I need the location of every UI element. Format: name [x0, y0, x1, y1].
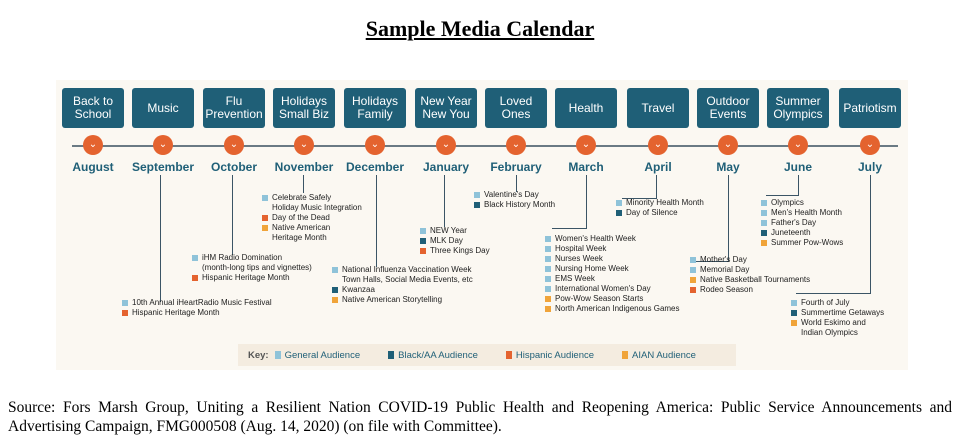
event-text: Native American — [272, 223, 331, 232]
event-text: NEW Year — [430, 226, 467, 235]
audience-swatch — [262, 225, 268, 231]
event-item — [192, 273, 312, 283]
event-item — [122, 308, 272, 318]
key-text: Black/AA Audience — [398, 349, 478, 361]
event-item — [690, 275, 810, 285]
event-item — [545, 304, 680, 314]
audience-swatch — [262, 235, 268, 241]
audience-swatch — [332, 277, 338, 283]
audience-swatch — [791, 300, 797, 306]
audience-swatch — [791, 320, 797, 326]
event-item — [616, 208, 704, 218]
audience-swatch — [192, 265, 198, 271]
event-text: North American Indigenous Games — [555, 304, 680, 313]
chevron-down-icon: ⌄ — [506, 135, 526, 155]
audience-swatch — [545, 266, 551, 272]
event-text: Holiday Music Integration — [272, 203, 362, 212]
event-text: Hispanic Heritage Month — [202, 273, 290, 282]
page-title: Sample Media Calendar — [365, 16, 595, 41]
event-text: (month-long tips and vignettes) — [202, 263, 312, 272]
key-label: Key: — [248, 349, 269, 361]
event-item — [761, 198, 843, 208]
event-item — [690, 285, 810, 295]
key-text: AIAN Audience — [632, 349, 696, 361]
event-item — [332, 295, 473, 305]
event-item — [545, 234, 680, 244]
events-november — [262, 193, 362, 243]
chevron-down-icon: ⌄ — [576, 135, 596, 155]
key-swatch — [388, 351, 394, 359]
audience-swatch — [545, 246, 551, 252]
event-item — [791, 328, 884, 338]
event-item — [761, 208, 843, 218]
event-text: Kwanzaa — [342, 285, 375, 294]
audience-swatch — [192, 275, 198, 281]
event-item — [192, 263, 312, 273]
event-text: Indian Olympics — [801, 328, 858, 337]
event-item — [262, 223, 362, 233]
event-item — [420, 246, 490, 256]
audience-swatch — [262, 205, 268, 211]
event-item — [545, 284, 680, 294]
event-text: iHM Radio Domination — [202, 253, 283, 262]
key-item — [622, 350, 696, 361]
topic-box: Loved Ones — [485, 88, 547, 128]
events-september — [122, 298, 272, 318]
chevron-down-icon: ⌄ — [718, 135, 738, 155]
connector-april — [656, 175, 657, 198]
event-item — [791, 298, 884, 308]
chevron-down-icon: ⌄ — [153, 135, 173, 155]
event-text: Minority Health Month — [626, 198, 704, 207]
event-text: Summer Pow-Wows — [771, 238, 844, 247]
key-text: General Audience — [284, 349, 361, 361]
event-item — [420, 226, 490, 236]
audience-swatch — [262, 215, 268, 221]
month-label: February — [490, 160, 542, 174]
chevron-down-icon: ⌄ — [83, 135, 103, 155]
event-text: Nursing Home Week — [555, 264, 629, 273]
audience-swatch — [332, 267, 338, 273]
event-text: Native American Storytelling — [342, 295, 443, 304]
audience-swatch — [420, 228, 426, 234]
event-item — [791, 308, 884, 318]
event-text: 10th Annual iHeartRadio Music Festival — [132, 298, 272, 307]
event-text: Women's Health Week — [555, 234, 636, 243]
event-item — [690, 255, 810, 265]
event-text: Town Halls, Social Media Events, etc — [342, 275, 473, 284]
month-label: November — [274, 160, 334, 174]
month-label: December — [345, 160, 405, 174]
event-item — [262, 213, 362, 223]
topic-box: Music — [132, 88, 194, 128]
audience-swatch — [545, 296, 551, 302]
event-text: Rodeo Season — [700, 285, 753, 294]
connector-july — [870, 175, 871, 293]
event-text: Memorial Day — [700, 265, 750, 274]
key-item — [506, 350, 594, 361]
audience-swatch — [545, 306, 551, 312]
topic-box: New Year New You — [415, 88, 477, 128]
chevron-down-icon: ⌄ — [788, 135, 808, 155]
chevron-down-icon: ⌄ — [860, 135, 880, 155]
audience-swatch — [474, 192, 480, 198]
event-text: Day of Silence — [626, 208, 678, 217]
audience-swatch — [545, 236, 551, 242]
connector-march-h — [552, 228, 587, 229]
chevron-down-icon: ⌄ — [436, 135, 456, 155]
audience-swatch — [616, 200, 622, 206]
event-item — [474, 190, 555, 200]
audience-swatch — [420, 238, 426, 244]
event-item — [791, 318, 884, 328]
event-text: Juneteenth — [771, 228, 811, 237]
audience-swatch — [474, 202, 480, 208]
event-item — [192, 253, 312, 263]
connector-may — [728, 175, 729, 261]
month-label: May — [716, 160, 740, 174]
event-text: Valentine's Day — [484, 190, 539, 199]
audience-swatch — [420, 248, 426, 254]
audience-swatch — [761, 230, 767, 236]
source-citation: Source: Fors Marsh Group, Uniting a Resilient Nation COVID-19 Public Health and Reopening America: Public Service Announcements and Advertising Campaign, FMG000508 (Aug. 14, 2020) (on file with Committee). — [8, 399, 952, 435]
events-may — [690, 255, 810, 295]
event-text: National Influenza Vaccination Week — [342, 265, 472, 274]
topic-box: Patriotism — [839, 88, 901, 128]
chevron-down-icon: ⌄ — [365, 135, 385, 155]
topic-box: Flu Prevention — [203, 88, 265, 128]
audience-swatch — [192, 255, 198, 261]
event-text: International Women's Day — [555, 284, 651, 293]
topic-box: Outdoor Events — [697, 88, 759, 128]
chevron-down-icon: ⌄ — [224, 135, 244, 155]
topic-box: Summer Olympics — [767, 88, 829, 128]
event-item — [545, 294, 680, 304]
event-text: Heritage Month — [272, 233, 327, 242]
events-march — [545, 234, 680, 314]
event-text: Men's Health Month — [771, 208, 842, 217]
event-text: Black History Month — [484, 200, 556, 209]
month-label: July — [857, 160, 882, 174]
key-swatch — [506, 351, 512, 359]
key-text: Hispanic Audience — [515, 349, 595, 361]
audience-swatch — [616, 210, 622, 216]
connector-november — [303, 175, 304, 193]
event-item — [545, 274, 680, 284]
topic-box: Back to School — [62, 88, 124, 128]
audience-swatch — [332, 297, 338, 303]
events-april — [616, 198, 704, 218]
audience-swatch — [545, 256, 551, 262]
legend-key — [238, 344, 736, 366]
key-swatch — [275, 351, 281, 359]
event-item — [761, 228, 843, 238]
connector-december — [376, 175, 377, 267]
event-item — [474, 200, 555, 210]
event-item — [616, 198, 704, 208]
month-label: January — [422, 160, 470, 174]
audience-swatch — [791, 330, 797, 336]
key-item — [388, 350, 478, 361]
event-item — [545, 264, 680, 274]
events-december — [332, 265, 473, 305]
event-item — [332, 285, 473, 295]
event-item — [420, 236, 490, 246]
topic-box: Holidays Family — [344, 88, 406, 128]
event-text: Father's Day — [771, 218, 817, 227]
connector-march — [586, 175, 587, 228]
event-text: EMS Week — [555, 274, 595, 283]
topic-box: Travel — [627, 88, 689, 128]
events-february — [474, 190, 555, 210]
event-item — [545, 244, 680, 254]
event-item — [761, 218, 843, 228]
audience-swatch — [761, 240, 767, 246]
event-item — [122, 298, 272, 308]
event-item — [262, 203, 362, 213]
event-text: Mother's Day — [700, 255, 747, 264]
month-label: August — [72, 160, 114, 174]
audience-swatch — [332, 287, 338, 293]
event-item — [545, 254, 680, 264]
key-items — [275, 350, 724, 361]
audience-swatch — [761, 200, 767, 206]
audience-swatch — [761, 220, 767, 226]
event-text: World Eskimo and — [801, 318, 866, 327]
event-text: Olympics — [771, 198, 804, 207]
audience-swatch — [690, 267, 696, 273]
events-october — [192, 253, 312, 283]
events-january — [420, 226, 490, 256]
event-text: Day of the Dead — [272, 213, 330, 222]
chevron-down-icon: ⌄ — [648, 135, 668, 155]
event-text: Three Kings Day — [430, 246, 490, 255]
connector-september — [160, 175, 161, 302]
event-item — [262, 193, 362, 203]
audience-swatch — [791, 310, 797, 316]
month-label: September — [131, 160, 195, 174]
event-item — [332, 265, 473, 275]
audience-swatch — [122, 310, 128, 316]
event-text: Hospital Week — [555, 244, 607, 253]
connector-june — [798, 175, 799, 195]
timeline-line — [72, 145, 898, 147]
audience-swatch — [690, 257, 696, 263]
month-label: June — [783, 160, 812, 174]
connector-january — [444, 175, 445, 227]
audience-swatch — [761, 210, 767, 216]
month-label: March — [568, 160, 604, 174]
audience-swatch — [545, 286, 551, 292]
audience-swatch — [262, 195, 268, 201]
key-swatch — [622, 351, 628, 359]
chevron-down-icon: ⌄ — [294, 135, 314, 155]
event-item — [262, 233, 362, 243]
events-july — [791, 298, 884, 338]
event-text: Hispanic Heritage Month — [132, 308, 220, 317]
event-text: Nurses Week — [555, 254, 603, 263]
event-item — [761, 238, 843, 248]
events-june — [761, 198, 843, 248]
connector-june-h — [766, 195, 799, 196]
topic-box: Health — [555, 88, 617, 128]
audience-swatch — [690, 287, 696, 293]
month-label: October — [210, 160, 257, 174]
event-text: MLK Day — [430, 236, 463, 245]
audience-swatch — [122, 300, 128, 306]
event-item — [332, 275, 473, 285]
event-item — [690, 265, 810, 275]
key-item — [275, 350, 361, 361]
event-text: Fourth of July — [801, 298, 850, 307]
event-text: Pow-Wow Season Starts — [555, 294, 644, 303]
audience-swatch — [545, 276, 551, 282]
event-text: Celebrate Safely — [272, 193, 332, 202]
event-text: Native Basketball Tournaments — [700, 275, 811, 284]
event-text: Summertime Getaways — [801, 308, 885, 317]
connector-october — [232, 175, 233, 255]
audience-swatch — [690, 277, 696, 283]
month-label: April — [644, 160, 672, 174]
topic-box: Holidays Small Biz — [273, 88, 335, 128]
